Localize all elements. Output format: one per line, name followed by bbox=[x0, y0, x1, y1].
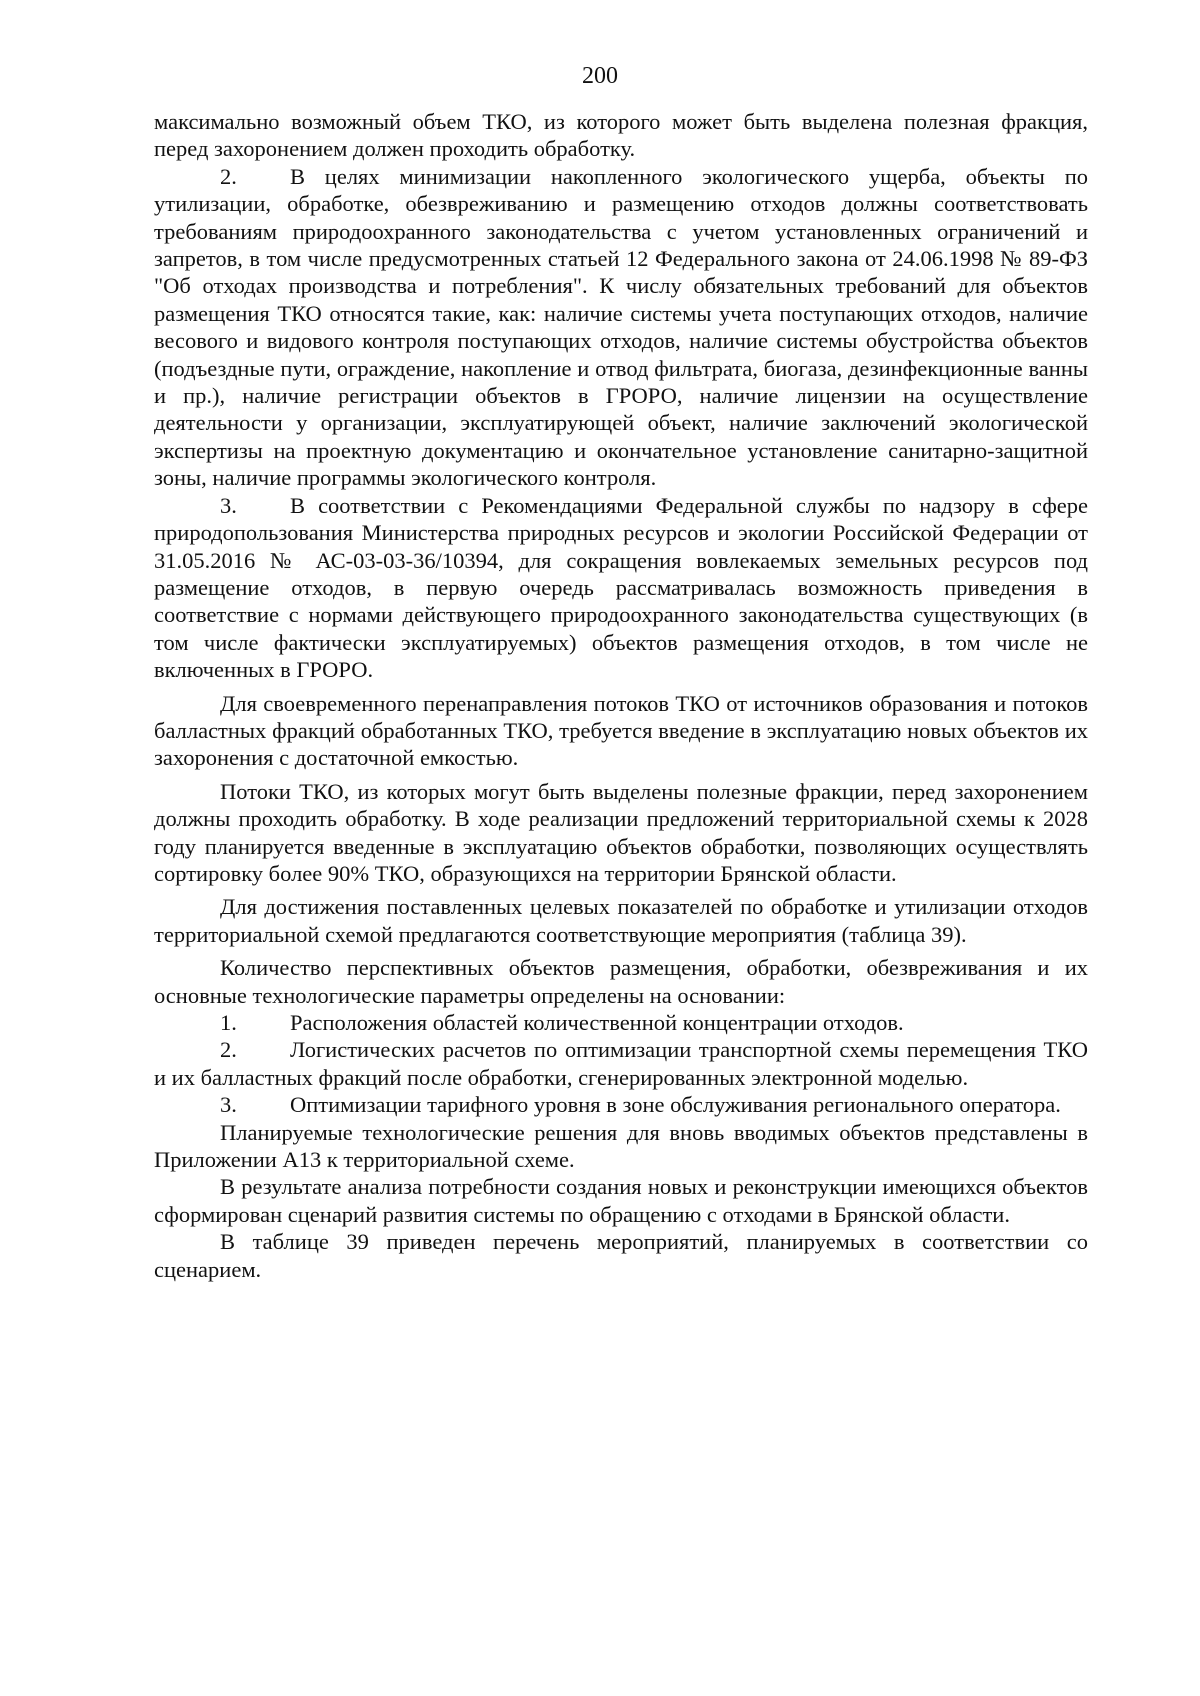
paragraph-quantity: Количество перспективных объектов размещения, обработки, обезвреживания и их основные технологические параметры определены на основании: bbox=[154, 955, 1088, 1008]
item-text: Расположения областей количественной концентрации отходов. bbox=[290, 1010, 904, 1035]
basis-item-3 bbox=[154, 1091, 1088, 1118]
paragraph-flows: Потоки ТКО, из которых могут быть выделены полезные фракции, перед захоронением должны проходить обработку. В ходе реализации предложений территориальной схемы к 2028 году планируется введенные в эксплуатацию объектов обработки, позволяющих осуществлять сортировку более 90% ТКО, образующихся на территории Брянской области. bbox=[154, 778, 1088, 886]
paragraph-text: В целях минимизации накопленного экологического ущерба, объекты по утилизации, обработке, обезвреживанию и размещению отходов должны соответствовать требованиям природоохранного законодательства с учетом установленных ограничений и запретов, в том числе предусмотренных статьей 12 Федерального закона от 24.06.1998 № 89-ФЗ "Об отходах производства и потребления". К числу обязательных требований для объектов размещения ТКО относятся такие, как: наличие системы учета поступающих отходов, наличие весового и видового контроля поступающих отходов, наличие системы обустройства объектов (подъездные пути, ограждение, накопление и отвод фильтрата, биогаза, дезинфекционные ванны и пр.), наличие регистрации объектов в ГРОРО, наличие лицензии на осуществление деятельности у организации, эксплуатирующей объект, наличие заключений экологической экспертизы на проектную документацию и окончательное установление санитарно-защитной зоны, наличие программы экологического контроля. bbox=[154, 163, 1088, 491]
item-number: 2. bbox=[220, 1037, 237, 1063]
paragraph-text: В соответствии с Рекомендациями Федеральной службы по надзору в сфере природопользования Министерства природных ресурсов и экологии Российской Федерации от 31.05.2016 № АС-03-03-36/10394, для сокращения вовлекаемых земельных ресурсов под размещение отходов, в первую очередь рассматривалась возможность приведения в соответствие с нормами действующего природоохранного законодательства существующих (в том числе фактически эксплуатируемых) объектов размещения отходов, в том числе не включенных в ГРОРО. bbox=[154, 492, 1088, 683]
numbered-paragraph-2 bbox=[154, 163, 1088, 492]
numbered-paragraph-3 bbox=[154, 492, 1088, 684]
paragraph-number: 3. bbox=[220, 492, 237, 518]
paragraph-planned: Планируемые технологические решения для вновь вводимых объектов представлены в Приложении А13 к территориальной схеме. bbox=[154, 1119, 1088, 1173]
item-number: 3. bbox=[220, 1092, 237, 1118]
paragraph-table-reference: В таблице 39 приведен перечень мероприятий, планируемых в соответствии со сценарием. bbox=[154, 1229, 1088, 1282]
item-number: 1. bbox=[220, 1010, 237, 1035]
paragraph-targets: Для достижения поставленных целевых показателей по обработке и утилизации отходов территориальной схемой предлагаются соответствующие мероприятия (таблица 39). bbox=[154, 894, 1088, 947]
basis-item-1 bbox=[154, 1009, 1088, 1036]
paragraph-redirect: Для своевременного перенаправления потоков ТКО от источников образования и потоков балластных фракций обработанных ТКО, требуется введение в эксплуатацию новых объектов их захоронения с достаточной емкостью. bbox=[154, 690, 1088, 771]
paragraph-number: 2. bbox=[220, 163, 237, 189]
page-number: 200 bbox=[582, 63, 618, 89]
paragraph-continuation: максимально возможный объем ТКО, из которого может быть выделена полезная фракция, перед захоронением должен проходить обработку. bbox=[154, 109, 1088, 162]
basis-item-2 bbox=[154, 1036, 1088, 1091]
item-text: Оптимизации тарифного уровня в зоне обслуживания регионального оператора. bbox=[290, 1092, 1061, 1118]
document-body bbox=[154, 108, 1088, 1283]
item-text: Логистических расчетов по оптимизации транспортной схемы перемещения ТКО и их балластных фракций после обработки, сгенерированных электронной моделью. bbox=[154, 1037, 1088, 1090]
paragraph-result: В результате анализа потребности создания новых и реконструкции имеющихся объектов сформирован сценарий развития системы по обращению с отходами в Брянской области. bbox=[154, 1174, 1088, 1227]
